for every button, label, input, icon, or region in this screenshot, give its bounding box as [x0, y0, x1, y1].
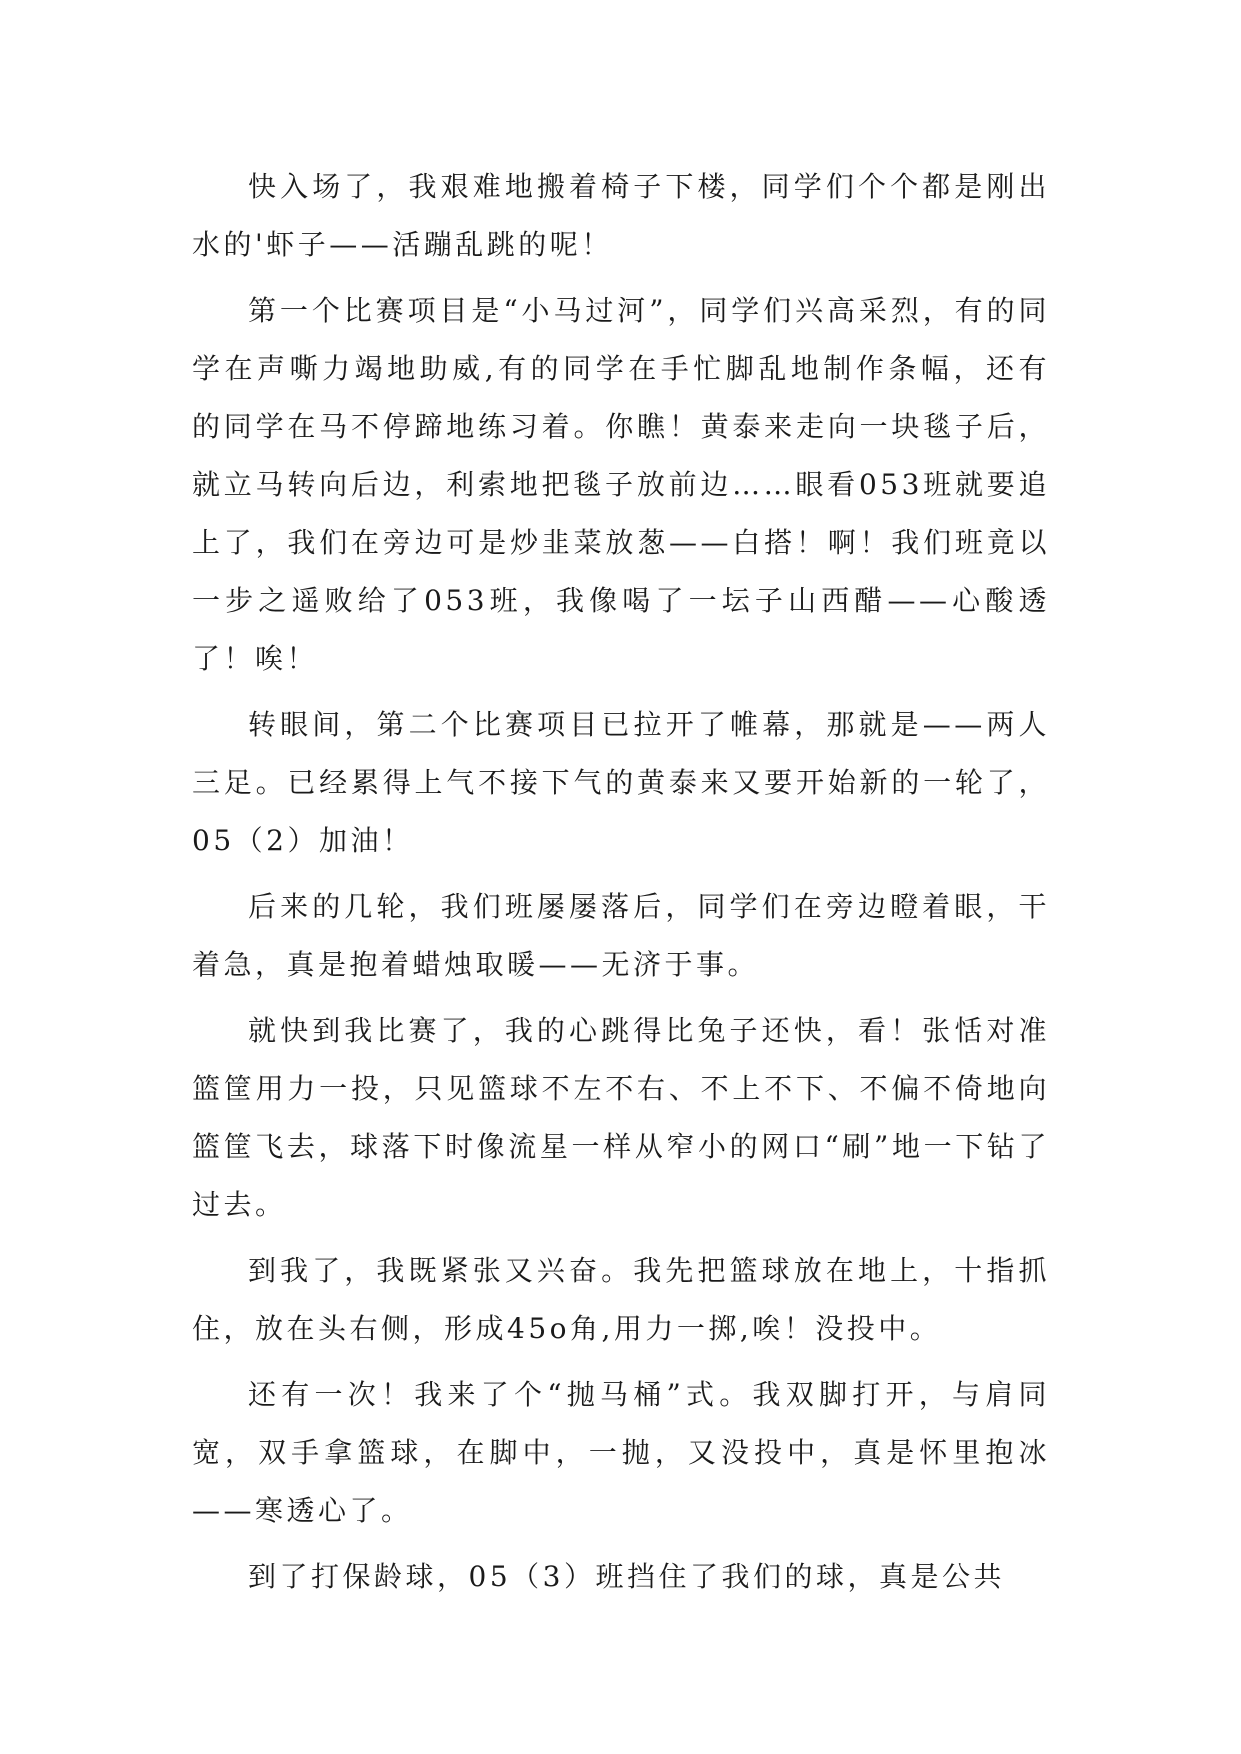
paragraph: 还有一次！我来了个“抛马桶”式。我双脚打开，与肩同宽，双手拿篮球，在脚中，一抛，又没投中，真是怀里抱冰——寒透心了。 [192, 1378, 1050, 1527]
paragraph: 转眼间，第二个比赛项目已拉开了帷幕，那就是——两人三足。已经累得上气不接下气的黄泰来又要开始新的一轮了，05（2）加油！ [192, 708, 1050, 857]
paragraph: 就快到我比赛了，我的心跳得比兔子还快，看！张恬对准篮筐用力一投，只见篮球不左不右、不上不下、不偏不倚地向篮筐飞去，球落下时像流星一样从窄小的网口“刷”地一下钻了过去。 [192, 1014, 1050, 1221]
paragraph: 快入场了，我艰难地搬着椅子下楼，同学们个个都是刚出水的'虾子——活蹦乱跳的呢！ [192, 170, 1050, 261]
document-body [192, 158, 1050, 1606]
paragraph: 到我了，我既紧张又兴奋。我先把篮球放在地上，十指抓住，放在头右侧，形成45o角,用力一掷,唉！没投中。 [192, 1254, 1050, 1345]
paragraph: 第一个比赛项目是“小马过河”，同学们兴高采烈，有的同学在声嘶力竭地助威,有的同学在手忙脚乱地制作条幅，还有的同学在马不停蹄地练习着。你瞧！黄泰来走向一块毯子后，就立马转向后边，利索地把毯子放前边……眼看053班就要追上了，我们在旁边可是炒韭菜放葱——白搭！啊！我们班竟以一步之遥败给了053班，我像喝了一坛子山西醋——心酸透了！唉！ [192, 294, 1050, 675]
paragraph: 后来的几轮，我们班屡屡落后，同学们在旁边瞪着眼，干着急，真是抱着蜡烛取暖——无济于事。 [192, 890, 1050, 981]
paragraph: 到了打保龄球，05（3）班挡住了我们的球，真是公共 [248, 1560, 1005, 1593]
